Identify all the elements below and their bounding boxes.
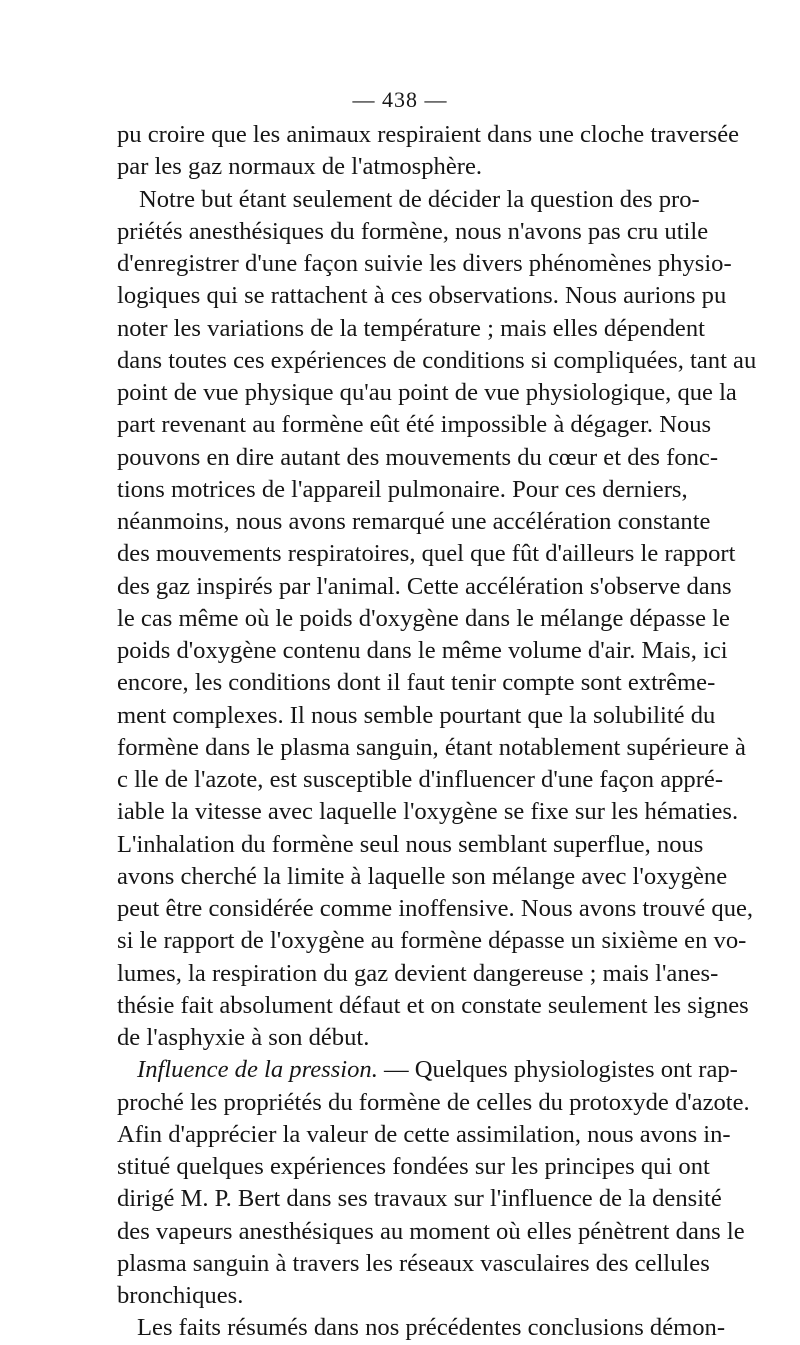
text-line: d'enregistrer d'une façon suivie les divers phénomènes physio- <box>117 250 732 277</box>
text-line: stitué quelques expériences fondées sur les principes qui ont <box>117 1153 710 1180</box>
text-line: par les gaz normaux de l'atmosphère. <box>117 153 483 181</box>
text-line: de l'asphyxie à son début. <box>117 1024 370 1051</box>
text-line: des vapeurs anesthésiques au moment où elles pénètrent dans le <box>117 1217 745 1245</box>
body-text <box>117 119 757 1345</box>
text-line: part revenant au formène eût été impossible à dégager. Nous <box>117 411 712 439</box>
section-subheading: Influence de la pression. <box>137 1056 378 1084</box>
text-line: point de vue physique qu'au point de vue physiologique, que la <box>117 379 737 406</box>
text-line: Notre but étant seulement de décider la question des pro- <box>139 185 700 213</box>
text-line: lumes, la respiration du gaz devient dangereuse ; mais l'anes- <box>117 959 719 987</box>
text-line: dirigé M. P. Bert dans ses travaux sur l'influence de la densité <box>117 1185 722 1213</box>
text-line: plasma sanguin à travers les réseaux vasculaires des cellules <box>117 1249 710 1277</box>
text-line: ment complexes. Il nous semble pourtant que la solubilité du <box>117 701 716 729</box>
text-line: pouvons en dire autant des mouvements du cœur et des fonc- <box>117 443 719 471</box>
text-line: encore, les conditions dont il faut tenir compte sont extrême- <box>117 669 716 697</box>
text-line: peut être considérée comme inoffensive. Nous avons trouvé que, <box>117 895 754 922</box>
text-line: L'inhalation du formène seul nous semblant superflue, nous <box>117 830 704 858</box>
page-number: — 438 — <box>352 87 448 112</box>
text-line: des mouvements respiratoires, quel que fût d'ailleurs le rapport <box>117 540 736 568</box>
text-line: logiques qui se rattachent à ces observations. Nous aurions pu <box>117 282 727 310</box>
text-line: dans toutes ces expériences de conditions si compliquées, tant au <box>117 346 757 374</box>
text-line: Les faits résumés dans nos précédentes conclusions démon- <box>137 1314 726 1342</box>
text-line: poids d'oxygène contenu dans le même volume d'air. Mais, ici <box>117 637 728 664</box>
text-line: tions motrices de l'appareil pulmonaire. Pour ces derniers, <box>117 475 688 503</box>
text-line: néanmoins, nous avons remarqué une accélération constante <box>117 508 711 535</box>
text-line: priétés anesthésiques du formène, nous n'avons pas cru utile <box>117 217 709 245</box>
text-line: c lle de l'azote, est susceptible d'influencer d'une façon appré- <box>117 766 724 793</box>
subheading-line <box>117 1054 738 1086</box>
text-line: le cas même où le poids d'oxygène dans le mélange dépasse le <box>117 604 730 632</box>
text-line: noter les variations de la température ; mais elles dépendent <box>117 314 705 342</box>
text-line: formène dans le plasma sanguin, étant notablement supérieure à <box>117 733 746 761</box>
text-line: bronchiques. <box>117 1282 244 1309</box>
text-line: Afin d'apprécier la valeur de cette assimilation, nous avons in- <box>117 1120 731 1148</box>
text-line: des gaz inspirés par l'animal. Cette accélération s'observe dans <box>117 572 732 600</box>
text-line: iable la vitesse avec laquelle l'oxygène se fixe sur les hématies. <box>117 798 739 826</box>
text-line: pu croire que les animaux respiraient dans une cloche traversée <box>117 121 740 148</box>
subheading-continuation: — Quelques physiologistes ont rap- <box>377 1056 738 1084</box>
text-line: proché les propriétés du formène de celles du protoxyde d'azote. <box>117 1088 750 1116</box>
text-line: si le rapport de l'oxygène au formène dépasse un sixième en vo- <box>117 927 747 955</box>
text-line: avons cherché la limite à laquelle son mélange avec l'oxygène <box>117 862 728 890</box>
text-line: thésie fait absolument défaut et on constate seulement les signes <box>117 991 749 1019</box>
